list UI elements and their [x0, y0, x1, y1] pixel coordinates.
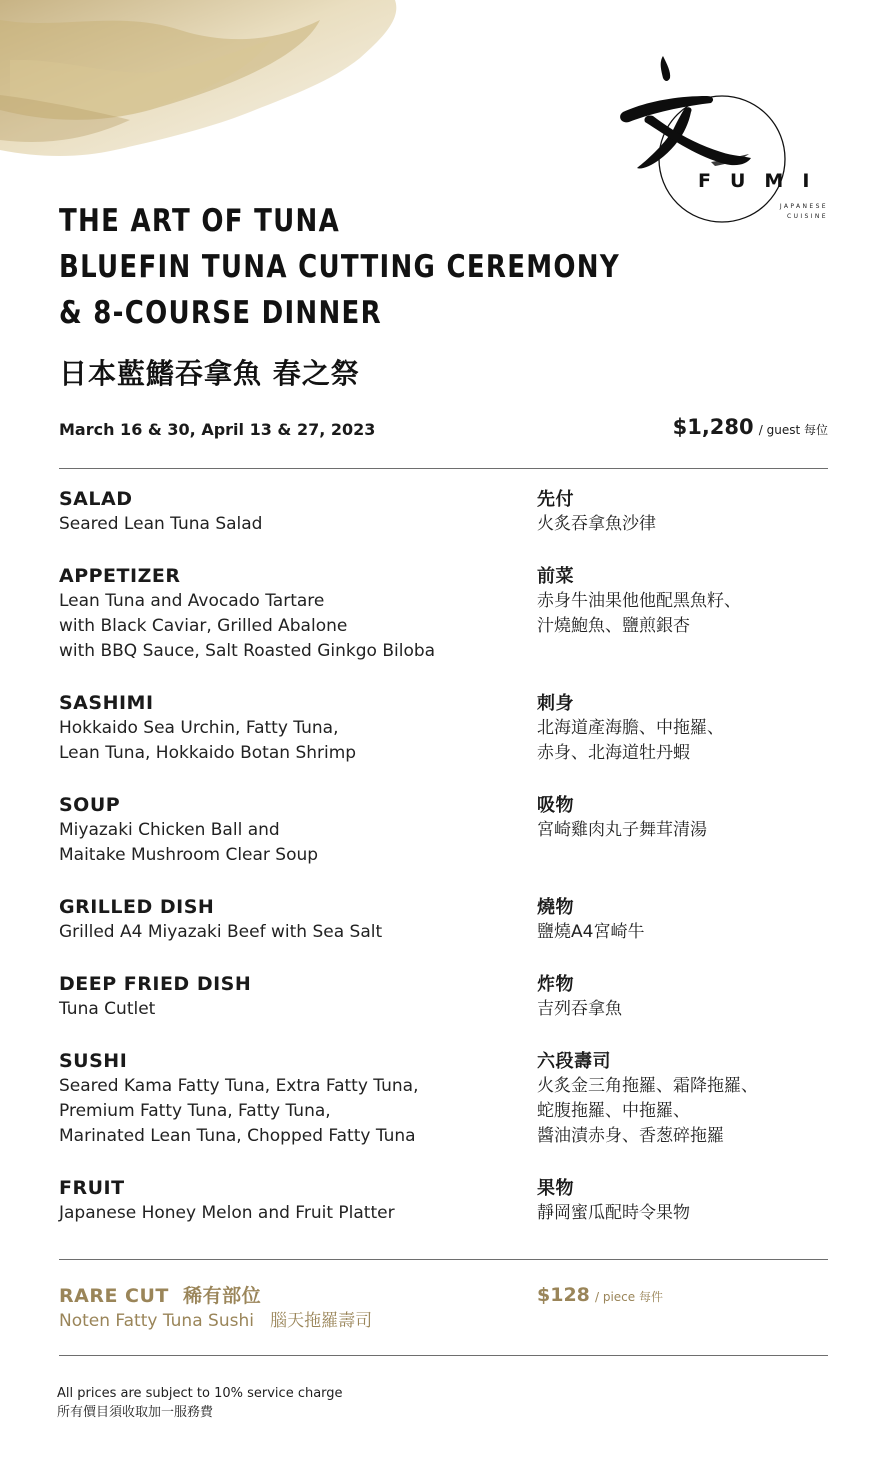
course-desc-en: with BBQ Sauce, Salt Roasted Ginkgo Biloba — [59, 641, 436, 661]
price-unit: / guest 每位 — [758, 423, 828, 437]
course-title-en: GRILLED DISH — [59, 896, 215, 918]
course-desc-en: Japanese Honey Melon and Fruit Platter — [59, 1203, 395, 1223]
course-desc-en: with Black Caviar, Grilled Abalone — [59, 616, 348, 636]
course-zh-4 — [537, 895, 837, 945]
footer-line-zh: 所有價目須收取加一服務費 — [57, 1405, 214, 1420]
course-title-en: SASHIMI — [59, 692, 154, 714]
course-title-en: SUSHI — [59, 1050, 128, 1072]
title-line-3: & 8-COURSE DINNER — [59, 295, 382, 331]
course-zh-2 — [537, 691, 837, 766]
course-desc-en: Lean Tuna and Avocado Tartare — [59, 591, 325, 611]
course-desc-zh: 赤身、北海道牡丹蝦 — [537, 743, 690, 763]
course-title-en: DEEP FRIED DISH — [59, 973, 252, 995]
rare-cut-item — [59, 1309, 372, 1334]
course-title-en: APPETIZER — [59, 565, 181, 587]
course-zh-3 — [537, 793, 837, 843]
course-desc-zh: 赤身牛油果他他配黑魚籽、 — [537, 591, 741, 611]
course-desc-en: Premium Fatty Tuna, Fatty Tuna, — [59, 1101, 331, 1121]
rare-cut-heading — [59, 1284, 372, 1309]
page-title — [59, 198, 620, 336]
rare-cut-title-zh: 稀有部位 — [183, 1285, 262, 1307]
rare-cut-price-amount: $128 — [537, 1284, 590, 1306]
course-desc-zh: 火炙吞拿魚沙律 — [537, 514, 656, 534]
course-zh-6 — [537, 1049, 837, 1149]
course-title-zh: 刺身 — [537, 693, 574, 714]
price-amount: $1,280 — [672, 415, 754, 439]
course-desc-en: Tuna Cutlet — [59, 999, 156, 1019]
course-desc-en: Grilled A4 Miyazaki Beef with Sea Salt — [59, 922, 383, 942]
title-chinese: 日本藍鰭吞拿魚 春之祭 — [59, 357, 360, 390]
course-en-0 — [59, 487, 519, 537]
rare-cut-item-en: Noten Fatty Tuna Sushi — [59, 1311, 254, 1331]
course-en-1 — [59, 564, 519, 664]
course-title-en: SALAD — [59, 488, 133, 510]
course-desc-zh: 鹽燒A4宮崎牛 — [537, 922, 645, 942]
footer-note — [57, 1384, 343, 1422]
title-line-1: THE ART OF TUNA — [59, 203, 341, 239]
divider-top — [59, 468, 828, 469]
divider-middle — [59, 1259, 828, 1260]
course-en-7 — [59, 1176, 519, 1226]
course-title-zh: 炸物 — [537, 974, 574, 995]
course-desc-zh: 火炙金三角拖羅、霜降拖羅、 — [537, 1076, 758, 1096]
title-line-2: BLUEFIN TUNA CUTTING CEREMONY — [59, 249, 620, 285]
course-desc-zh: 宮崎雞肉丸子舞茸清湯 — [537, 820, 707, 840]
rare-cut-price — [537, 1284, 663, 1306]
event-price — [673, 415, 828, 439]
course-desc-zh: 汁燒鮑魚、鹽煎銀杏 — [537, 616, 690, 636]
logo-wordmark: FUMI — [698, 170, 829, 192]
course-zh-7 — [537, 1176, 837, 1226]
course-desc-en: Lean Tuna, Hokkaido Botan Shrimp — [59, 743, 357, 763]
course-desc-zh: 蛇腹拖羅、中拖羅、 — [537, 1101, 690, 1121]
course-title-zh: 先付 — [537, 489, 574, 510]
course-en-2 — [59, 691, 519, 766]
footer-line-en: All prices are subject to 10% service charge — [57, 1386, 343, 1401]
course-desc-en: Seared Lean Tuna Salad — [59, 514, 263, 534]
course-zh-0 — [537, 487, 837, 537]
course-zh-5 — [537, 972, 837, 1022]
course-desc-en: Marinated Lean Tuna, Chopped Fatty Tuna — [59, 1126, 416, 1146]
course-title-zh: 果物 — [537, 1178, 574, 1199]
logo-subtitle-2: CUISINE — [786, 213, 828, 220]
course-title-en: SOUP — [59, 794, 121, 816]
course-desc-en: Seared Kama Fatty Tuna, Extra Fatty Tuna, — [59, 1076, 419, 1096]
gold-brush-splash — [0, 0, 430, 175]
course-en-5 — [59, 972, 519, 1022]
rare-cut-title-en: RARE CUT — [59, 1285, 169, 1307]
logo-subtitle-1: JAPANESE — [779, 203, 828, 210]
course-en-6 — [59, 1049, 519, 1149]
divider-bottom — [59, 1355, 828, 1356]
course-desc-en: Miyazaki Chicken Ball and — [59, 820, 280, 840]
course-title-zh: 六段壽司 — [537, 1051, 611, 1072]
course-en-3 — [59, 793, 519, 868]
course-desc-zh: 醬油漬赤身、香葱碎拖羅 — [537, 1126, 724, 1146]
course-title-zh: 燒物 — [537, 897, 574, 918]
course-desc-en: Maitake Mushroom Clear Soup — [59, 845, 319, 865]
course-title-en: FRUIT — [59, 1177, 125, 1199]
rare-cut-item-zh: 腦天拖羅壽司 — [270, 1311, 373, 1331]
course-title-zh: 前菜 — [537, 566, 574, 587]
course-desc-zh: 靜岡蜜瓜配時令果物 — [537, 1203, 690, 1223]
fumi-logo — [615, 52, 840, 232]
event-dates: March 16 & 30, April 13 & 27, 2023 — [59, 420, 376, 439]
course-title-zh: 吸物 — [537, 795, 574, 816]
course-zh-1 — [537, 564, 837, 639]
rare-cut-section — [59, 1284, 372, 1334]
rare-cut-price-unit: / piece 每件 — [594, 1290, 663, 1304]
course-desc-zh: 吉列吞拿魚 — [537, 999, 622, 1019]
course-desc-en: Hokkaido Sea Urchin, Fatty Tuna, — [59, 718, 339, 738]
course-en-4 — [59, 895, 519, 945]
course-desc-zh: 北海道產海膽、中拖羅、 — [537, 718, 724, 738]
